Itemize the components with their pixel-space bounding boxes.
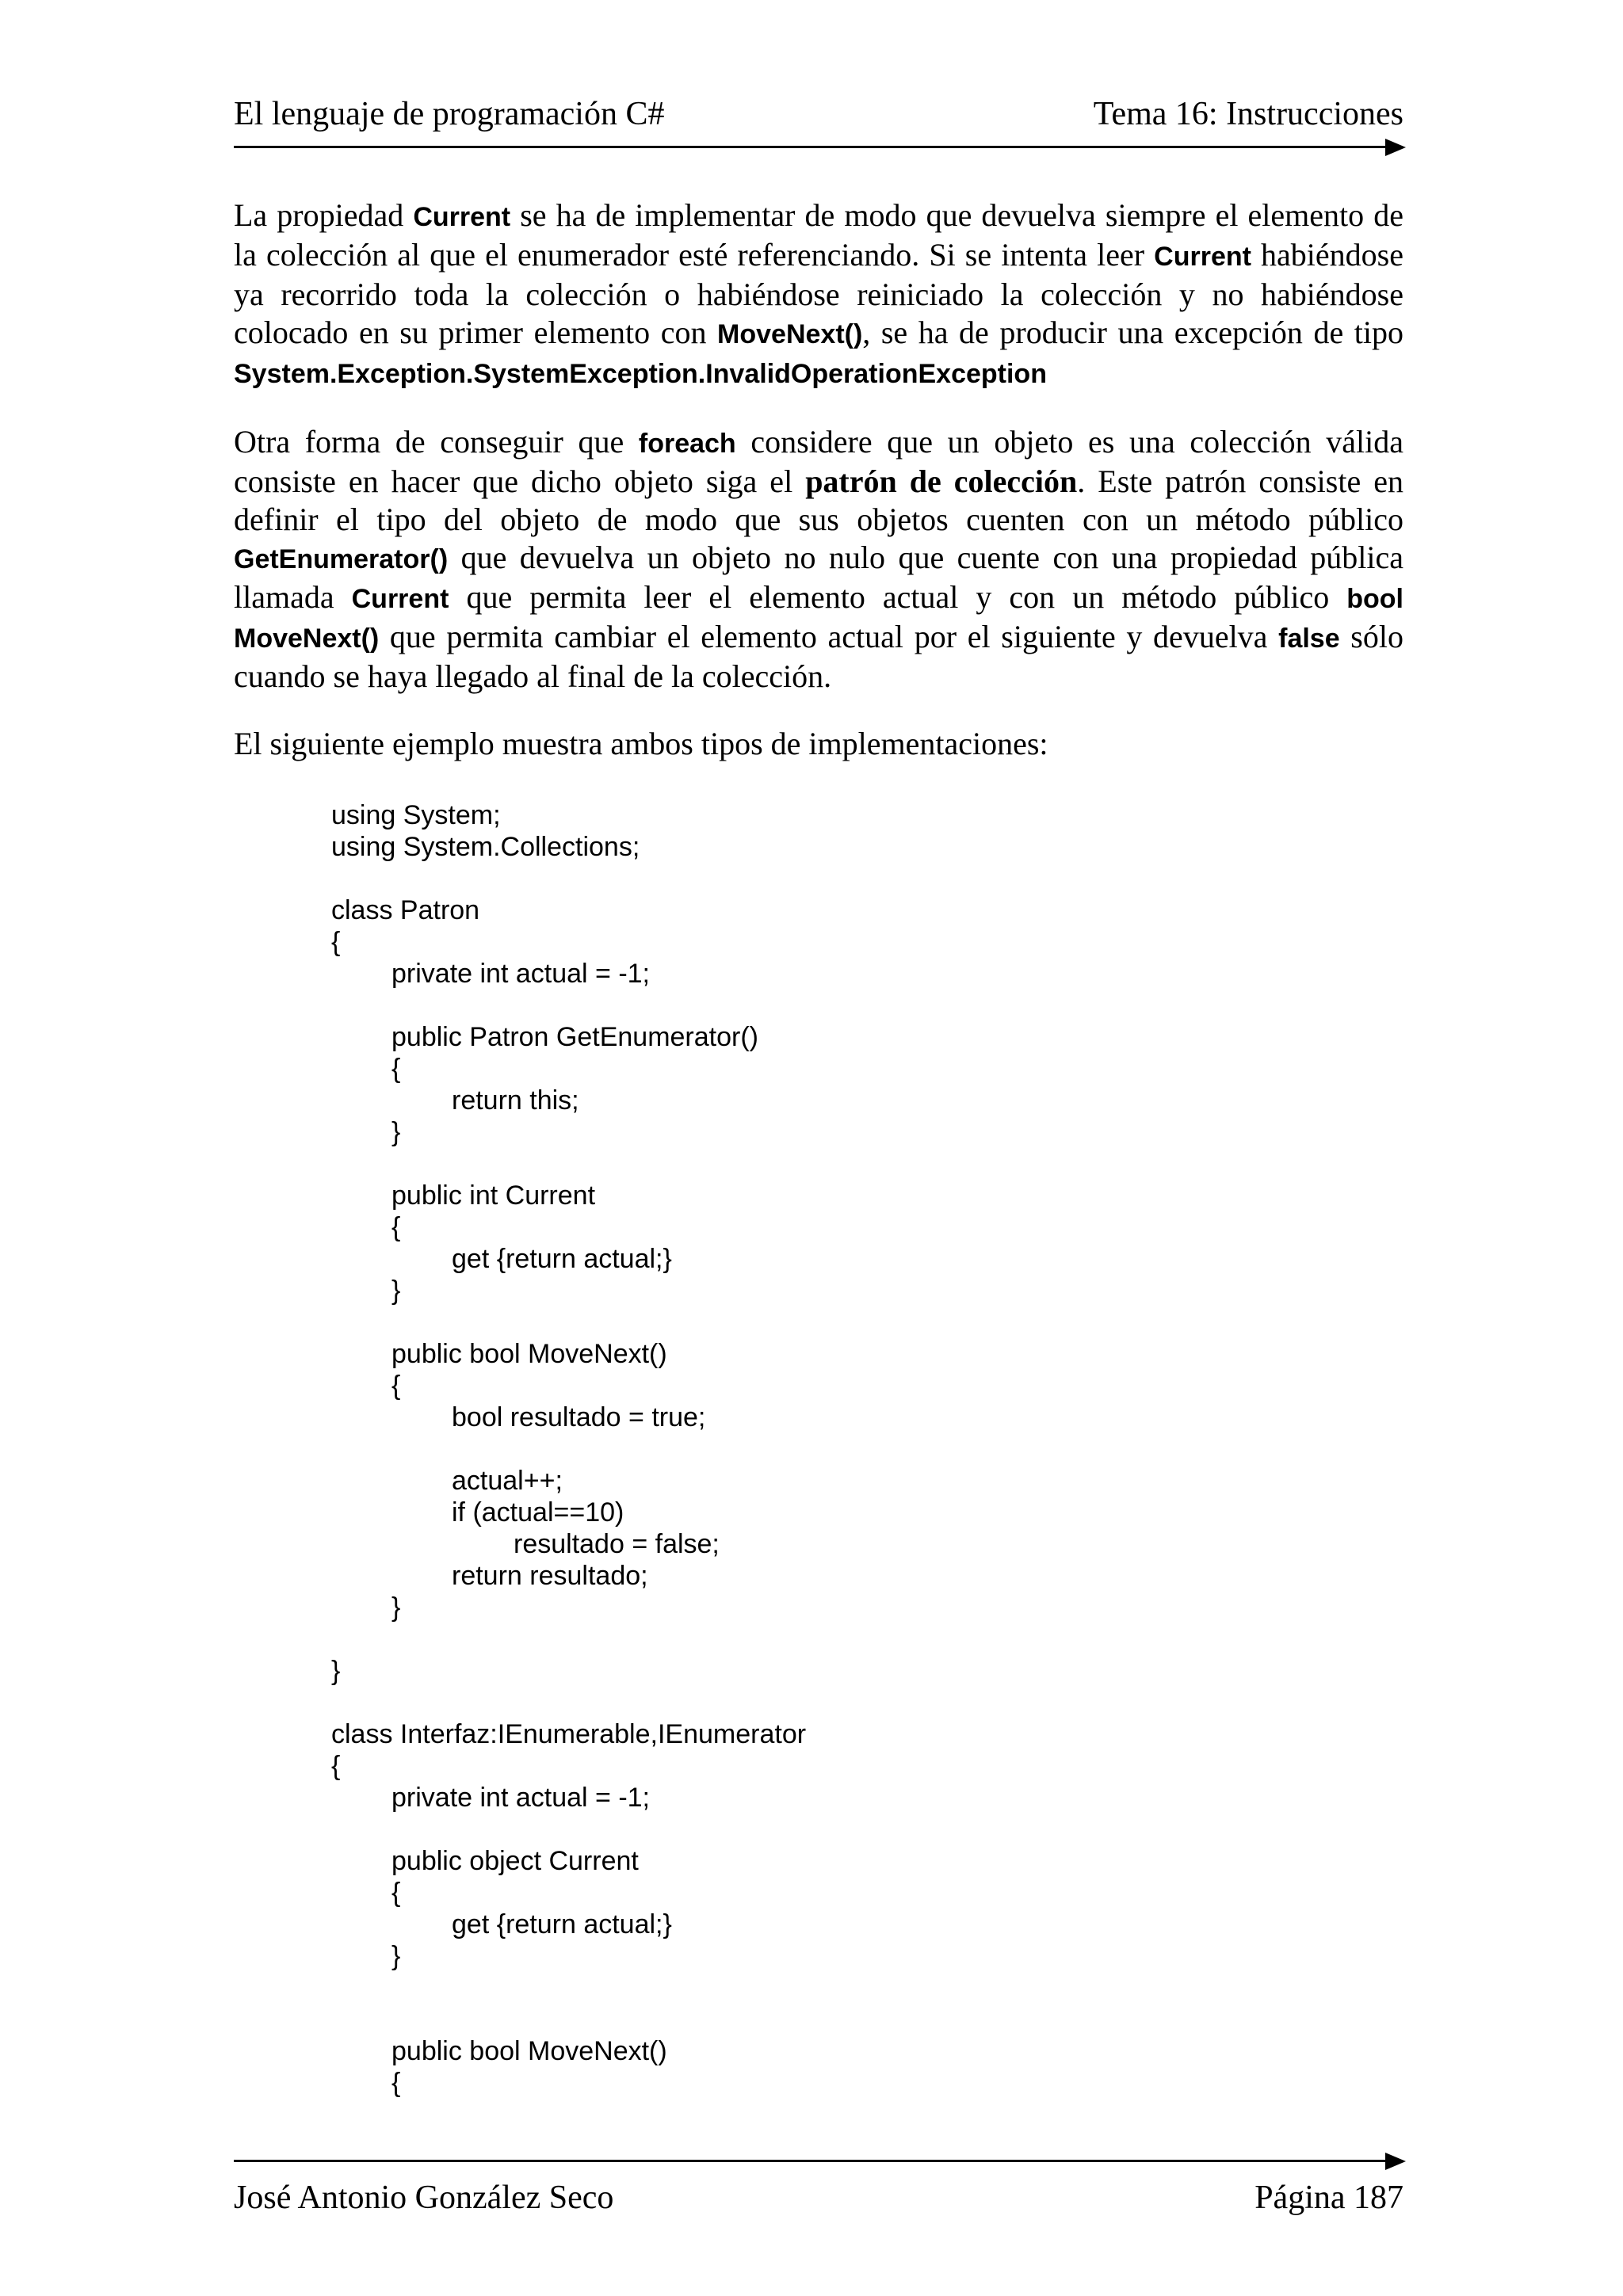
code-blank-line [331,1148,1361,1180]
code-line: actual++; [452,1466,563,1496]
code-blank-line [331,1814,1361,1845]
paragraph-example-intro: El siguiente ejemplo muestra ambos tipos de implementaciones: [234,726,1048,761]
text-run: sólo cuando se haya llegado al final de la colección. [234,619,1403,694]
code-line: { [391,1212,401,1242]
code-blank-line [331,1623,1361,1655]
code-line: { [391,1371,401,1401]
inline-code: false [1278,624,1340,654]
code-line: } [391,1117,401,1147]
page-header [234,95,1403,143]
paragraph-collection-pattern [234,423,1403,696]
code-line: using System.Collections; [331,832,640,862]
code-line: } [391,1592,401,1623]
code-blank-line [331,1687,1361,1718]
text-run: considere que un objeto es una colección válida consiste en hacer que dicho objeto siga el [234,424,1403,499]
text-run: que permita cambiar el elemento actual por el siguiente y devuelva [379,619,1279,654]
code-line: public bool MoveNext() [391,2036,667,2066]
inline-code: Current [1154,242,1251,272]
code-line: resultado = false; [514,1529,720,1559]
code-line: } [391,1276,401,1306]
inline-code: bool MoveNext() [234,584,1403,654]
text-run: , se ha de producir una excepción de tipo [862,315,1403,350]
code-line: if (actual==10) [452,1497,624,1527]
footer-author: José Antonio González Seco [234,2180,614,2216]
code-line: get {return actual;} [452,1909,672,1939]
code-line: } [391,1941,401,1971]
text-run: Otra forma de conseguir que [234,424,639,460]
header-chapter-title: Tema 16: Instrucciones [1093,96,1403,132]
code-line: { [391,1054,401,1084]
inline-code: Current [351,584,449,614]
code-blank-line [331,1972,1361,2004]
text-run: se ha de implementar de modo que devuelva siempre el elemento de la colección al que el enumerador esté referenciando. Si se intenta leer [234,197,1403,273]
inline-code: Current [413,202,511,232]
code-line: { [391,1878,401,1908]
code-line: } [331,1656,341,1686]
text-run: que permita leer el elemento actual y con un método público [449,579,1347,615]
code-line: public object Current [391,1846,639,1876]
code-line: { [331,927,341,957]
inline-code: System.Exception.SystemException.InvalidOperationException [234,359,1047,389]
code-line: { [331,1751,341,1781]
code-line: return resultado; [452,1561,648,1591]
page-footer [234,2179,1403,2226]
bold-term: patrón de colección [805,463,1078,499]
header-rule [234,146,1399,148]
text-run: habiéndose ya recorrido toda la colección o habiéndose reiniciado la colección y no habiéndose colocado en su primer elemento con [234,237,1403,350]
code-line: private int actual = -1; [391,1783,651,1813]
code-line: class Interfaz:IEnumerable,IEnumerator [331,1719,807,1749]
footer-arrow-icon [1385,2153,1406,2170]
code-line: public bool MoveNext() [391,1339,667,1369]
code-blank-line [331,1306,1361,1338]
inline-code: foreach [638,429,736,459]
text-run: . Este patrón consiste en definir el tipo del objeto de modo que sus objetos cuenten con un método público [234,463,1403,537]
paragraph-current-property [234,196,1403,393]
code-line: { [391,2068,401,2098]
code-line: class Patron [331,895,480,925]
code-line: return this; [452,1085,579,1116]
code-line: private int actual = -1; [391,959,651,989]
text-run: La propiedad [234,197,414,233]
footer-rule [234,2160,1399,2162]
code-blank-line [331,2004,1361,2035]
code-line: bool resultado = true; [452,1402,706,1432]
code-blank-line [331,863,1361,894]
code-blank-line [331,1433,1361,1465]
footer-page-number: Página 187 [1254,2180,1403,2216]
code-line: get {return actual;} [452,1244,672,1274]
code-example [331,799,1361,2099]
text-run: que devuelva un objeto no nulo que cuente con una propiedad pública llamada [234,540,1403,615]
header-book-title: El lenguaje de programación C# [234,96,665,132]
inline-code: GetEnumerator() [234,544,449,574]
code-line: public Patron GetEnumerator() [391,1022,758,1052]
code-line: public int Current [391,1180,596,1211]
code-blank-line [331,990,1361,1021]
code-line: using System; [331,800,501,830]
inline-code: MoveNext() [717,319,863,349]
header-arrow-icon [1385,139,1406,156]
